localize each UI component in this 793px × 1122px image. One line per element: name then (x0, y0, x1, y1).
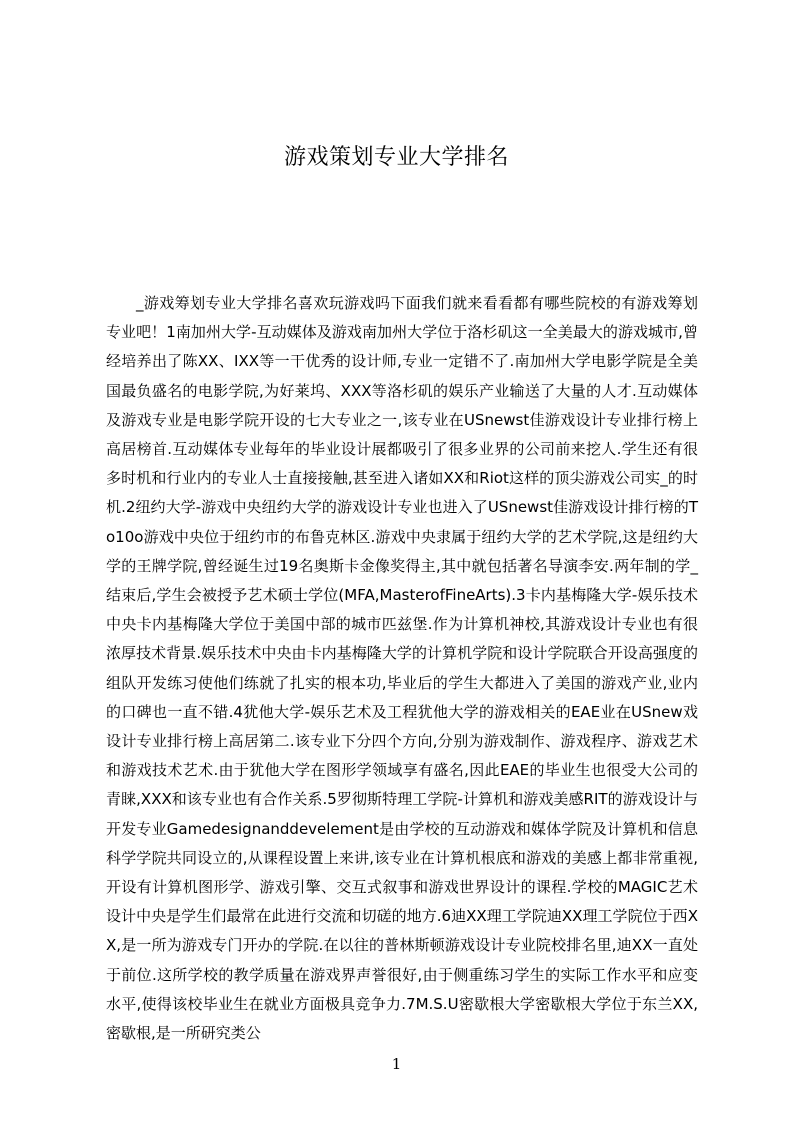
document-body-paragraph: _游戏筹划专业大学排名喜欢玩游戏吗下面我们就来看看都有哪些院校的有游戏筹划专业吧！1南加州大学-互动媒体及游戏南加州大学位于洛杉矶这一全美最大的游戏城市,曾经培养出了陈XX、IXX等一干优秀的设计师,专业一定错不了.南加州大学电影学院是全美国最负盛名的电影学院,为好莱坞、XXX等洛杉矶的娱乐产业输送了大量的人才.互动媒体及游戏专业是电影学院开设的七大专业之一,该专业在USnewst佳游戏设计专业排行榜上高居榜首.互动媒体专业每年的毕业设计展都吸引了很多业界的公司前来挖人.学生还有很多时机和行业内的专业人士直接接触,甚至进入诸如XX和Riot这样的顶尖游戏公司实_的时机.2纽约大学-游戏中央纽约大学的游戏设计专业也进入了USnewst佳游戏设计排行榜的To10o游戏中央位于纽约市的布鲁克林区.游戏中央隶属于纽约大学的艺术学院,这是纽约大学的王牌学院,曾经诞生过19名奥斯卡金像奖得主,其中就包括著名导演李安.两年制的学_结束后,学生会被授予艺术硕士学位(MFA,MasterofFineArts).3卡内基梅隆大学-娱乐技术中央卡内基梅隆大学位于美国中部的城市匹兹堡.作为计算机神校,其游戏设计专业也有很浓厚技术背景.娱乐技术中央由卡内基梅隆大学的计算机学院和设计学院联合开设高强度的组队开发练习使他们练就了扎实的根本功,毕业后的学生大都进入了美国的游戏产业,业内的口碑也一直不错.4犹他大学-娱乐艺术及工程犹他大学的游戏相关的EAE业在USnew戏设计专业排行榜上高居第二.该专业下分四个方向,分别为游戏制作、游戏程序、游戏艺术和游戏技术艺术.由于犹他大学在图形学领域享有盛名,因此EAE的毕业生也很受大公司的青睐,XXX和该专业也有合作关系.5罗彻斯特理工学院-计算机和游戏美感RIT的游戏设计与开发专业Gamedesignanddevelement是由学校的互动游戏和媒体学院及计算机和信息科学学院共同设立的,从课程设置上来讲,该专业在计算机根底和游戏的美感上都非常重视,开设有计算机图形学、游戏引擎、交互式叙事和游戏世界设计的课程.学校的MAGIC艺术设计中央是学生们最常在此进行交流和切磋的地方.6迪XX理工学院迪XX理工学院位于西XX,是一所为游戏专门开办的学院.在以往的普林斯顿游戏设计专业院校排名里,迪XX一直处于前位.这所学校的教学质量在游戏界声誉很好,由于侧重练习学生的实际工作水平和应变水平,使得该校毕业生在就业方面极具竞争力.7M.S.U密歇根大学密歇根大学位于东兰XX,密歇根,是一所研究类公 (106, 294, 698, 1043)
document-title: 游戏策划专业大学排名 (283, 145, 509, 170)
page-number: 1 (391, 1055, 402, 1073)
